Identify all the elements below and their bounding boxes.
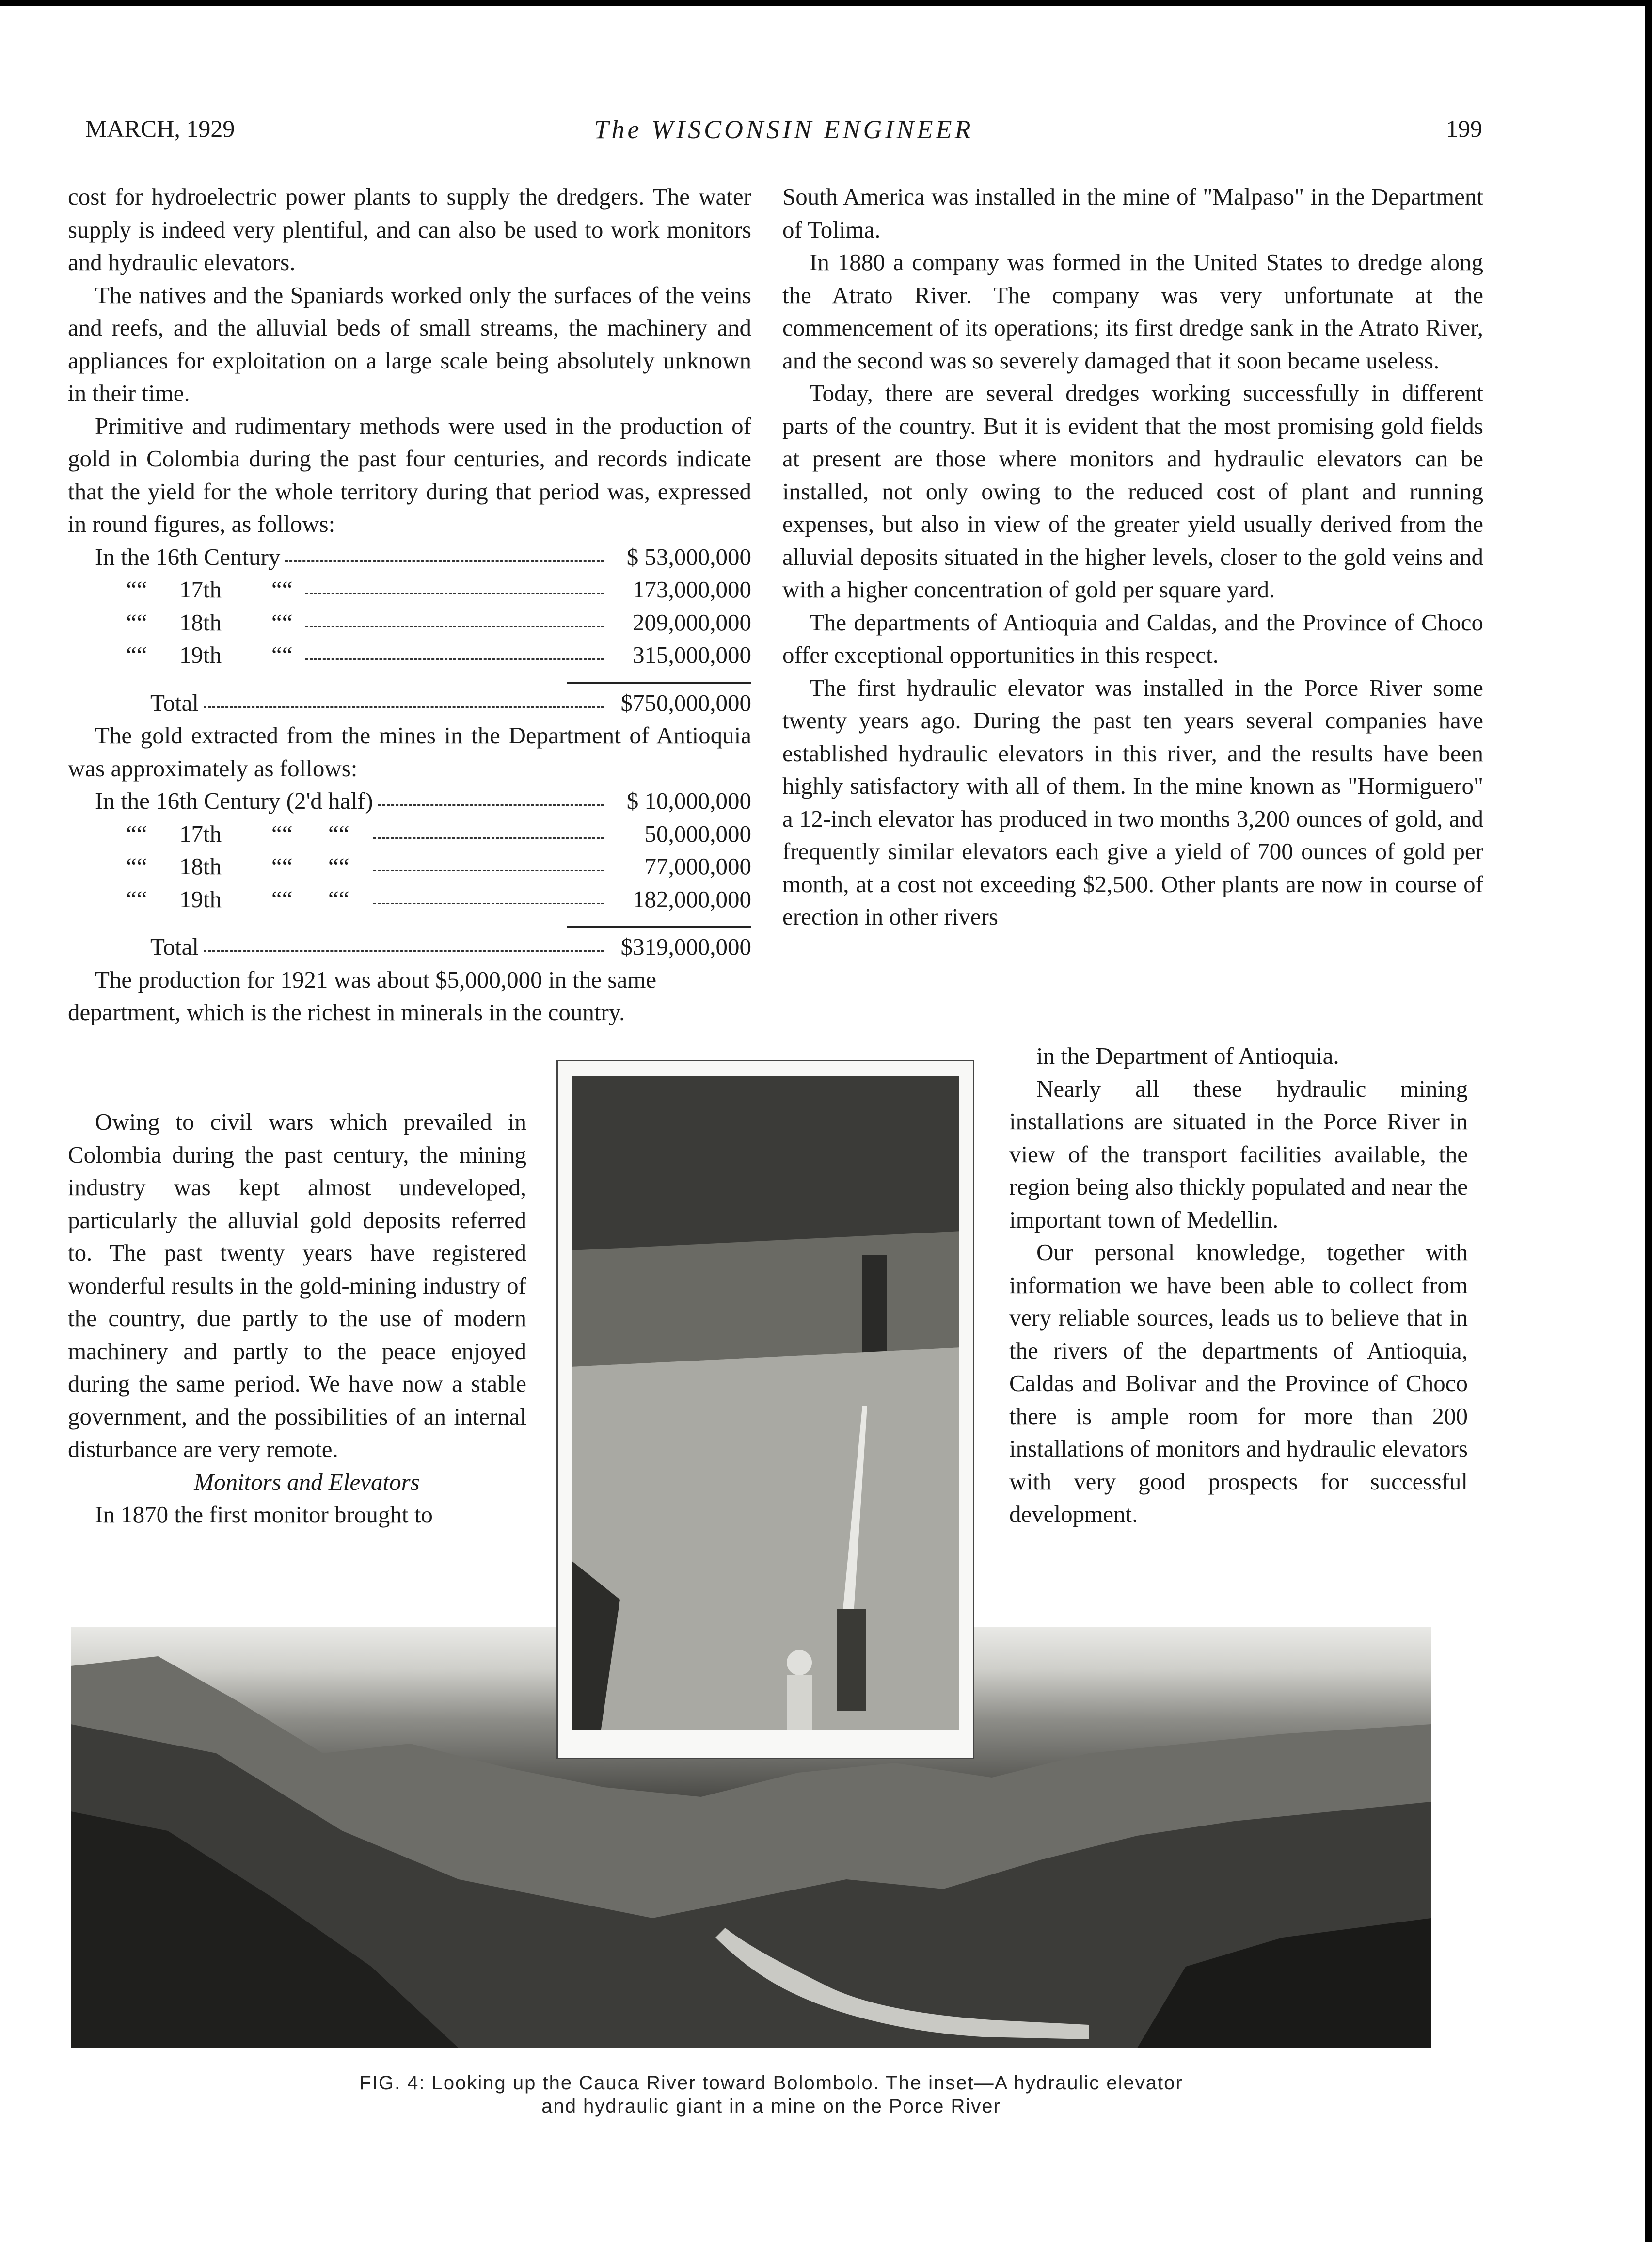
section-subheading: Monitors and Elevators <box>194 1468 420 1495</box>
inset-photo-frame <box>556 1060 974 1759</box>
page-right-border <box>1645 0 1652 2242</box>
leader-dashes <box>305 617 604 627</box>
total-rule <box>567 926 751 928</box>
table-row-value: $ 53,000,000 <box>626 543 751 570</box>
table-total-label: Total <box>150 689 199 716</box>
total-rule <box>567 682 751 684</box>
table-row: ““ 18th ““ ““ 77,000,000 <box>68 850 751 883</box>
figure-caption <box>271 2071 1271 2118</box>
paragraph: The gold extracted from the mines in the Department of Antioquia was approximately as follows: <box>68 722 751 782</box>
paragraph: The departments of Antioquia and Caldas, and the Province of Choco offer exceptional opportunities in this respect. <box>782 609 1483 668</box>
paragraph: in the Department of Antioquia. <box>1036 1042 1339 1069</box>
table-total-label: Total <box>150 933 199 960</box>
table-row-value: 182,000,000 <box>633 885 751 913</box>
table-row-value: 50,000,000 <box>644 820 751 847</box>
leader-dashes <box>204 698 604 708</box>
paragraph: The natives and the Spaniards worked only the surfaces of the veins and reefs, and the alluvial beds of small streams, the machinery and appliances for exploitation on a large scale being absolutely unknown in their time. <box>68 281 751 406</box>
header-date: MARCH, 1929 <box>85 115 235 142</box>
paragraph: In 1880 a company was formed in the United States to dredge along the Atrato River. The company was very unfortunate at the commencement of its operations; its first dredge sank in the Atrato River, and the second was so severely damaged that it soon became useless. <box>782 249 1483 374</box>
right-column <box>782 180 1483 933</box>
table-row: ““ 19th ““ 315,000,000 <box>68 639 751 672</box>
paragraph: In 1870 the first monitor brought to <box>95 1501 433 1528</box>
table-row-value: 209,000,000 <box>633 609 751 636</box>
table-row-value: 315,000,000 <box>633 641 751 668</box>
table-row-label: 17th <box>179 820 222 847</box>
table-row <box>68 785 751 817</box>
table-total-value: $319,000,000 <box>620 933 751 960</box>
table-row-label: 19th <box>179 885 222 913</box>
table-row-label: 17th <box>179 576 222 603</box>
table-row: ““ 18th ““ 209,000,000 <box>68 606 751 639</box>
paragraph: Today, there are several dredges working successfully in different parts of the country. But it is evident that the most promising gold fields at present are those where monitors and hydraulic elevators can be installed, not only owing to the reduced cost of plant and running expenses, but also in view of the greater yield usually derived from the alluvial deposits situated in the higher levels, closer to the gold veins and with a higher concentration of gold per square yard. <box>782 380 1483 603</box>
table-total-row <box>68 930 751 963</box>
table-row-value: 173,000,000 <box>633 576 751 603</box>
left-column-lower <box>68 1105 526 1531</box>
table-row <box>68 541 751 574</box>
table-row: ““ 17th ““ 173,000,000 <box>68 573 751 606</box>
table-row-label: 18th <box>179 853 222 880</box>
leader-dashes <box>378 796 604 806</box>
table-row: ““ 17th ““ ““ 50,000,000 <box>68 817 751 850</box>
leader-dashes <box>373 894 604 904</box>
leader-dashes <box>204 942 604 952</box>
mine-illustration <box>572 1076 959 1730</box>
paragraph: South America was installed in the mine of "Malpaso" in the Department of Tolima. <box>782 183 1483 243</box>
leader-dashes <box>305 584 604 594</box>
table-row-label: 18th <box>179 609 222 636</box>
hydraulic-elevator-photo <box>572 1076 959 1730</box>
running-header <box>85 114 1482 153</box>
leader-dashes <box>373 861 604 871</box>
paragraph: The production for 1921 was about $5,000,000 in the same department, which is the richest in minerals in the country. <box>68 966 657 1025</box>
header-page-number: 199 <box>1446 115 1482 142</box>
paragraph: The first hydraulic elevator was installed in the Porce River some twenty years ago. During the past ten years several companies have established hydraulic elevators in this river, and the results have been highly satisfactory with all of them. In the mine known as "Hormiguero" a 12-inch elevator has produced in two months 3,200 ounces of gold, and frequently similar elevators each give a yield of 700 ounces of gold per month, at a cost not exceeding $2,500. Other plants are now in course of erection in other rivers <box>782 674 1483 930</box>
left-column <box>68 180 751 1029</box>
table-row-label: 19th <box>179 641 222 668</box>
paragraph: Nearly all these hydraulic mining installations are situated in the Porce River in view of the transport facilities available, the region being also thickly populated and near the important town of Medellin. <box>1009 1075 1468 1233</box>
caption-line: and hydraulic giant in a mine on the Porce River <box>541 2096 1001 2117</box>
header-journal-title: The WISCONSIN ENGINEER <box>594 115 974 144</box>
caption-line: FIG. 4: Looking up the Cauca River toward Bolombolo. The inset—A hydraulic elevator <box>359 2072 1183 2094</box>
paragraph: Our personal knowledge, together with information we have been able to collect from very reliable sources, leads us to believe that in the rivers of the departments of Antioquia, Caldas and Bolivar and the Province of Choco there is ample room for more than 200 installations of monitors and hydraulic elevators with very good prospects for successful development. <box>1009 1239 1468 1527</box>
table-row: ““ 19th ““ ““ 182,000,000 <box>68 883 751 916</box>
antioquia-gold-table <box>68 785 751 963</box>
paragraph: cost for hydroelectric power plants to supply the dredgers. The water supply is indeed very plentiful, and can also be used to work monitors and hydraulic elevators. <box>68 183 751 275</box>
page-top-border <box>0 0 1652 6</box>
leader-dashes <box>373 829 604 839</box>
paragraph: Primitive and rudimentary methods were used in the production of gold in Colombia during the past four centuries, and records indicate that the yield for the whole territory during that period was, expressed in round figures, as follows: <box>68 412 751 537</box>
table-row-label: In the 16th Century <box>95 543 281 570</box>
table-row-value: $ 10,000,000 <box>626 787 751 814</box>
colombia-gold-yield-table <box>68 541 751 720</box>
table-row-label: In the 16th Century (2'd half) <box>95 787 373 814</box>
leader-dashes <box>285 552 604 562</box>
table-row-value: 77,000,000 <box>644 853 751 880</box>
table-total-value: $750,000,000 <box>620 689 751 716</box>
table-total-row <box>68 687 751 720</box>
leader-dashes <box>305 650 604 660</box>
right-column-lower <box>1009 1040 1468 1531</box>
paragraph: Owing to civil wars which prevailed in Colombia during the past century, the mining industry was kept almost undeveloped, particularly the alluvial gold deposits referred to. The past twenty years have registered wonderful results in the gold-mining industry of the country, due partly to the use of modern machinery and partly to the peace enjoyed during the same period. We have now a stable government, and the possibilities of an internal disturbance are very remote. <box>68 1108 526 1462</box>
